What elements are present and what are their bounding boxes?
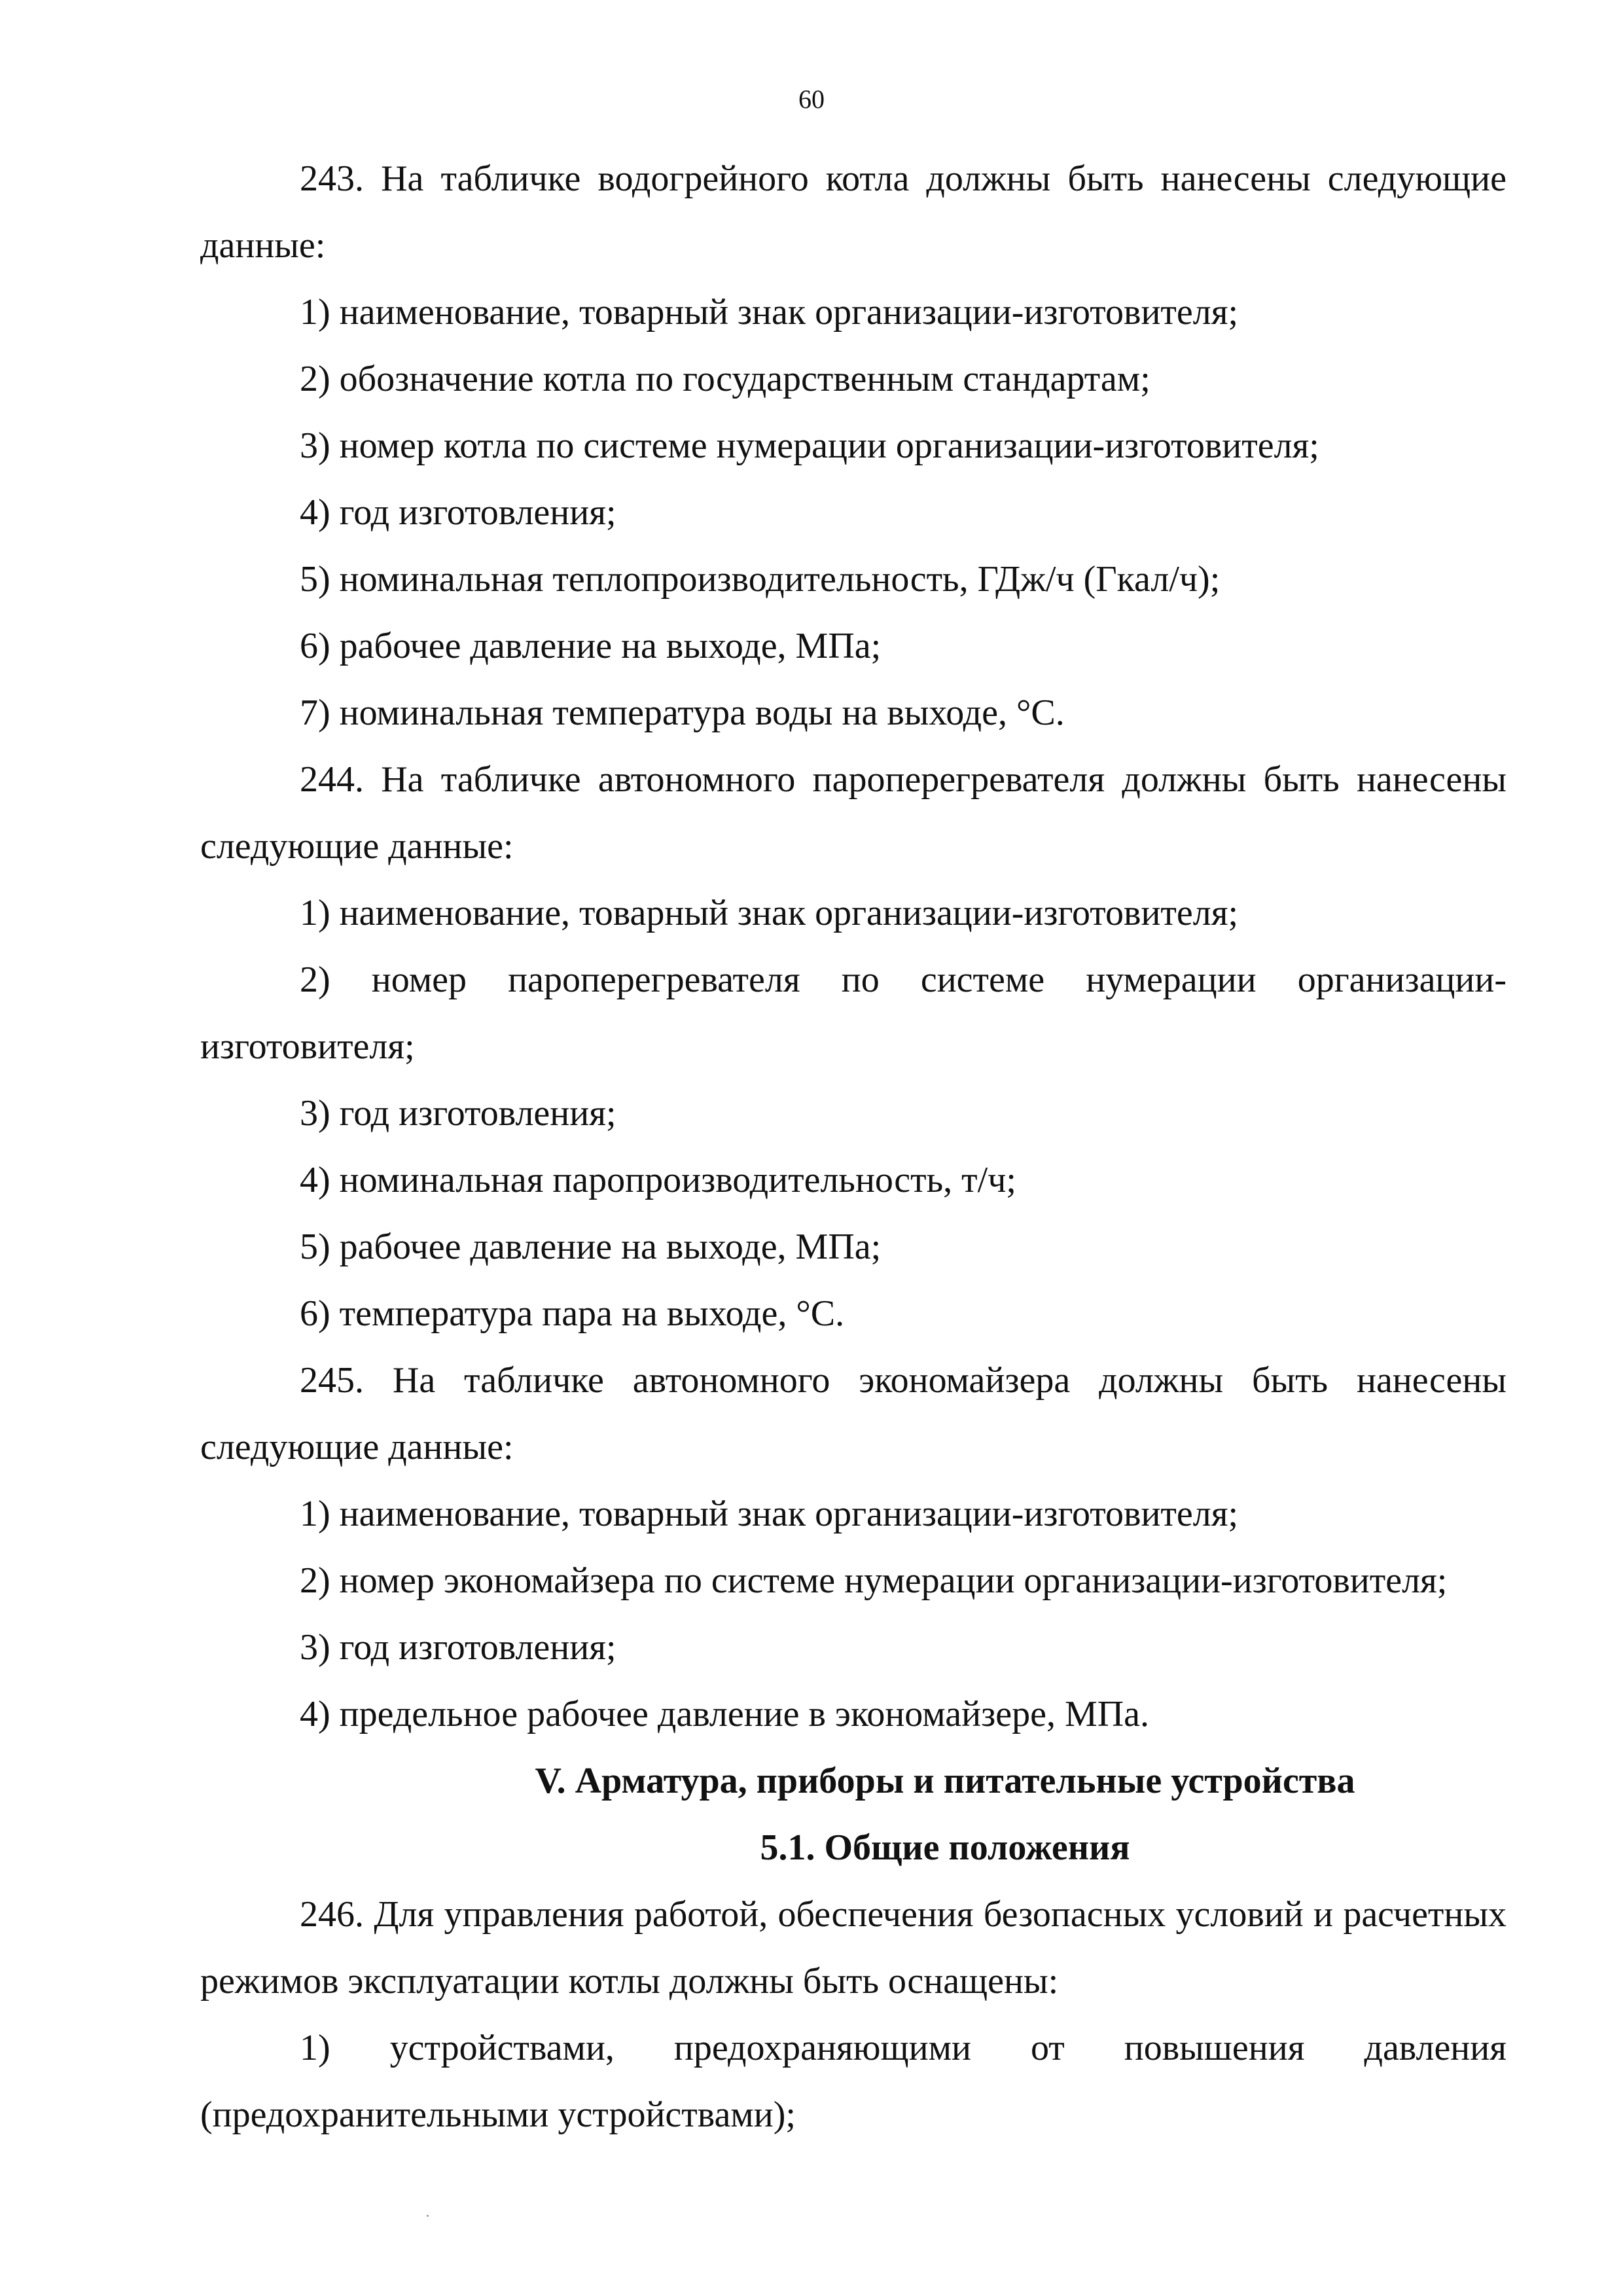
list-item: 5) рабочее давление на выходе, МПа; xyxy=(300,1227,882,1267)
paragraph-244: 244. На табличке автономного пароперегревателя должны быть нанесены следующие данные: xyxy=(200,759,1507,867)
list-item: 1) устройствами, предохраняющими от повышения давления (предохранительными устройствами); xyxy=(200,2028,1507,2135)
list-item: 3) номер котла по системе нумерации организации-изготовителя; xyxy=(300,425,1319,466)
list-item: 4) предельное рабочее давление в экономайзере, МПа. xyxy=(300,1694,1150,1734)
list-item: 5) номинальная теплопроизводительность, ГДж/ч (Гкал/ч); xyxy=(300,559,1221,600)
page-number: 60 xyxy=(798,84,825,114)
section-heading: V. Арматура, приборы и питательные устройства xyxy=(535,1761,1355,1801)
list-item: 3) год изготовления; xyxy=(300,1093,616,1134)
paragraph-243: 243. На табличке водогрейного котла должны быть нанесены следующие данные: xyxy=(200,158,1507,266)
list-item: 1) наименование, товарный знак организации-изготовителя; xyxy=(300,292,1239,332)
list-item: 6) рабочее давление на выходе, МПа; xyxy=(300,626,882,666)
scan-speck xyxy=(427,2215,429,2217)
paragraph-246: 246. Для управления работой, обеспечения безопасных условий и расчетных режимов эксплуатации котлы должны быть оснащены: xyxy=(200,1894,1507,2001)
list-item: 3) год изготовления; xyxy=(300,1627,616,1668)
list-item: 4) год изготовления; xyxy=(300,492,616,533)
document-body xyxy=(200,145,1507,2148)
list-item: 7) номинальная температура воды на выходе, °С. xyxy=(300,692,1065,733)
list-item: 2) обозначение котла по государственным стандартам; xyxy=(300,359,1150,399)
list-item: 1) наименование, товарный знак организации-изготовителя; xyxy=(300,1494,1239,1534)
list-item: 6) температура пара на выходе, °С. xyxy=(300,1293,845,1334)
list-item: 2) номер пароперегревателя по системе нумерации организации-изготовителя; xyxy=(200,960,1507,1067)
subsection-heading: 5.1. Общие положения xyxy=(760,1827,1130,1868)
paragraph-245: 245. На табличке автономного экономайзера должны быть нанесены следующие данные: xyxy=(200,1360,1507,1467)
list-item: 4) номинальная паропроизводительность, т/ч; xyxy=(300,1160,1016,1200)
list-item: 1) наименование, товарный знак организации-изготовителя; xyxy=(300,893,1239,933)
list-item: 2) номер экономайзера по системе нумерации организации-изготовителя; xyxy=(300,1560,1448,1601)
